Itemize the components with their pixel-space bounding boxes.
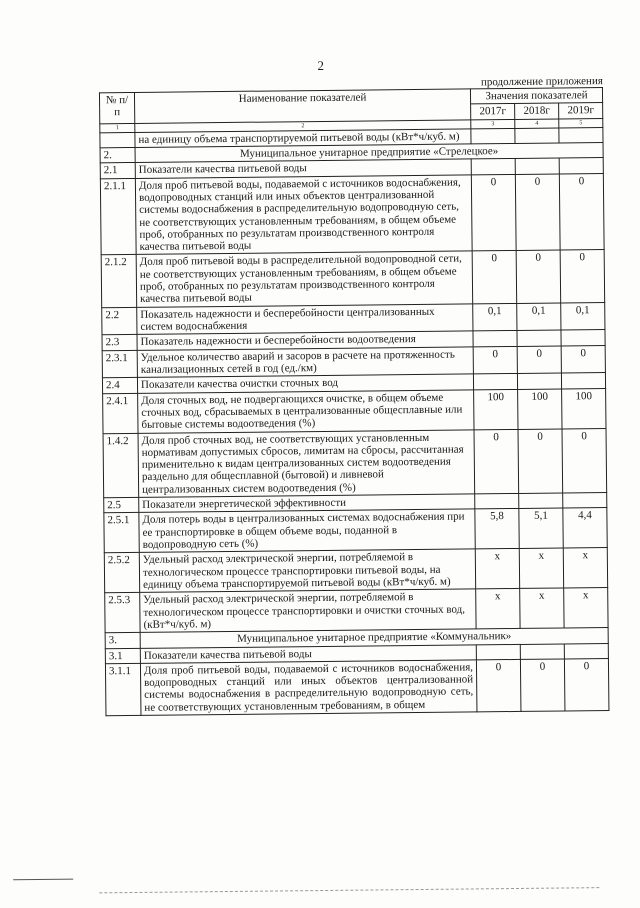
indicator-value-2019г (564, 643, 608, 659)
indicator-name: Доля потерь воды в централизованных системах водоснабжения при ее транспортировке в общем объеме воды, поданной в водопроводную сеть (%) (139, 509, 475, 552)
table-row (101, 250, 605, 308)
indicator-value-2018г: х (520, 588, 564, 628)
row-number: 2. (100, 147, 135, 163)
indicator-name: Доля проб питьевой воды в распределительной водопроводной сети, не соответствующих установленным требованиям, в общем объеме проб, отобранных по результатам производственного контроля качества питьевой воды (136, 251, 473, 307)
section-title: Муниципальное унитарное предприятие «Стрелецкое» (135, 142, 603, 162)
row-number: 1.4.2 (103, 433, 139, 498)
row-number: 3.1.1 (105, 663, 141, 716)
table-row (105, 658, 609, 716)
indicator-name: Показатели качества питьевой воды (135, 159, 471, 178)
indicator-value-2017г (471, 159, 515, 175)
column-index: 1 (100, 123, 135, 132)
indicator-value-2017г (471, 128, 515, 144)
table-body (100, 127, 609, 716)
indicator-value-2017г: х (476, 589, 520, 629)
indicator-name: Удельный расход электрической энергии, потребляемой в технологическом процессе транспортировки и очистки сточных вод, (кВт*ч/куб. м) (140, 589, 476, 632)
indicator-value-2017г (475, 494, 519, 510)
row-number: 2.5.2 (104, 553, 139, 593)
row-number: 2.3 (102, 335, 137, 351)
indicator-value-2017г: 0,1 (473, 303, 517, 331)
header-year: 2017г (471, 104, 515, 120)
table-row (104, 548, 607, 593)
indicator-value-2017г: 5,8 (475, 509, 519, 549)
indicator-value-2019г (561, 330, 605, 346)
indicator-value-2019г (559, 158, 603, 174)
section-title: Муниципальное унитарное предприятие «Коммунальник» (140, 628, 608, 648)
indicator-value-2019г: 0 (560, 250, 605, 303)
indicator-value-2018г: 5,1 (519, 508, 563, 548)
indicator-value-2018г: х (519, 548, 563, 588)
header-values: Значения показателей (470, 88, 602, 105)
row-number: 2.1.1 (100, 178, 136, 255)
indicator-value-2018г: 0 (520, 659, 565, 712)
row-number: 3. (105, 633, 140, 649)
indicator-name: Доля проб сточных вод, не соответствующих установленным нормативам допустимых сбросов, лимитам на сбросы, рассчитанная применительно к видам централизованных систем водоотведения раздельно для общесплавной (бытовой) и ливневой централизованных систем водоотведения (%) (138, 429, 475, 497)
indicator-value-2019г: 4,4 (563, 508, 607, 548)
row-number: 2.5.3 (105, 593, 140, 633)
indicator-value-2017г: 0 (471, 174, 516, 251)
indicator-name: Доля проб питьевой воды, подаваемой с источников водоснабжения, водопроводных станций или иных объектов централизованной системы водоснабжения в распределительную водопроводную сеть, не соответствующих установленным требованиям, в общем (140, 660, 477, 716)
indicator-value-2018г: 0,1 (517, 303, 561, 331)
indicator-value-2018г: 0 (518, 428, 563, 493)
table-row (103, 388, 606, 433)
indicator-value-2019г: 0,1 (561, 302, 605, 330)
indicator-value-2017г (476, 644, 520, 660)
indicator-value-2019г (563, 493, 607, 509)
indicator-value-2018г (519, 493, 563, 509)
table-row (105, 588, 608, 633)
row-number: 2.5 (104, 497, 139, 513)
row-number (100, 132, 135, 148)
indicator-name: Показатель надежности и бесперебойности водоотведения (137, 331, 473, 350)
indicator-value-2019г: 0 (561, 345, 605, 373)
indicator-value-2019г: 0 (559, 173, 604, 250)
indicator-value-2018г (515, 128, 559, 144)
indicator-value-2017г (473, 374, 517, 390)
column-index: 4 (515, 119, 559, 128)
indicator-value-2018г: 0 (517, 346, 561, 374)
footer-rule (13, 879, 73, 881)
column-index: 2 (135, 120, 471, 133)
indicator-value-2019г: 100 (562, 388, 606, 428)
indicator-name: Удельное количество аварий и засоров в расчете на протяженность канализационных сетей в год (ед./км) (137, 347, 473, 378)
indicator-value-2018г (517, 373, 561, 389)
page-number: 2 (317, 57, 325, 74)
header-year: 2018г (515, 103, 559, 119)
table-row (103, 428, 607, 498)
indicator-name: Удельный расход электрической энергии, потребляемой в технологическом процессе транспортировки питьевой воды, на единицу объема транспортируемой питьевой воды (кВт*ч/куб. м) (139, 549, 475, 592)
indicator-value-2017г: 100 (474, 389, 518, 429)
row-number: 2.4.1 (103, 393, 138, 433)
table-row (100, 173, 604, 255)
row-number: 2.1 (100, 163, 135, 179)
indicator-name: на единицу объема транспортируемой питьевой воды (кВт*ч/куб. м) (135, 129, 471, 148)
indicator-value-2019г: х (563, 548, 607, 588)
indicator-value-2019г (559, 127, 603, 143)
row-number: 2.3.1 (102, 350, 137, 378)
indicator-value-2018г: 100 (518, 389, 562, 429)
indicator-value-2017г: 0 (474, 429, 519, 494)
indicator-value-2018г (515, 158, 559, 174)
indicators-table (99, 87, 610, 716)
row-number: 3.1 (105, 648, 140, 664)
row-number: 2.4 (102, 378, 137, 394)
row-number: 2.1.2 (101, 255, 137, 308)
indicator-name: Показатели качества питьевой воды (140, 644, 476, 663)
indicator-value-2017г: 0 (472, 251, 517, 304)
indicator-value-2019г: 0 (562, 428, 607, 493)
indicator-name: Показатели энергетической эффективности (139, 494, 475, 513)
indicator-value-2019г: 0 (564, 658, 609, 711)
table-row (104, 508, 607, 553)
indicator-name: Доля сточных вод, не подвергающихся очистке, в общем объеме сточных вод, сбрасываемых в централизованные общесплавные или бытовые системы водоотведения (%) (138, 389, 474, 432)
indicator-value-2018г: 0 (516, 250, 561, 303)
footer-dashes (99, 887, 599, 893)
column-index: 5 (559, 118, 603, 127)
indicator-name: Показатели качества очистки сточных вод (137, 374, 473, 393)
indicator-value-2017г: х (475, 549, 519, 589)
indicator-value-2017г: 0 (473, 346, 517, 374)
indicator-name: Показатель надежности и бесперебойности централизованных систем водоснабжения (137, 304, 473, 335)
indicator-value-2019г (561, 373, 605, 389)
header-number: № п/п (99, 92, 134, 123)
continuation-label: продолжение приложения (480, 75, 603, 89)
column-index: 3 (471, 119, 515, 128)
header-year: 2019г (559, 103, 603, 119)
indicator-value-2017г: 0 (476, 659, 521, 712)
row-number: 2.5.1 (104, 513, 139, 553)
indicator-value-2019г: х (564, 588, 608, 628)
row-number: 2.2 (102, 307, 137, 335)
indicator-value-2018г (520, 643, 564, 659)
header-indicator-name: Наименование показателей (134, 89, 470, 123)
indicator-value-2018г: 0 (515, 174, 560, 251)
indicator-name: Доля проб питьевой воды, подаваемой с источников водоснабжения, водопроводных станций или иных объектов централизованной системы водоснабжения в распределительную водопроводную сеть, не соответствующих установленным требованиям, в общем объеме проб, отобранных по результатам производственного контроля качества питьевой воды (135, 174, 472, 254)
indicator-value-2018г (517, 330, 561, 346)
indicator-value-2017г (473, 331, 517, 347)
